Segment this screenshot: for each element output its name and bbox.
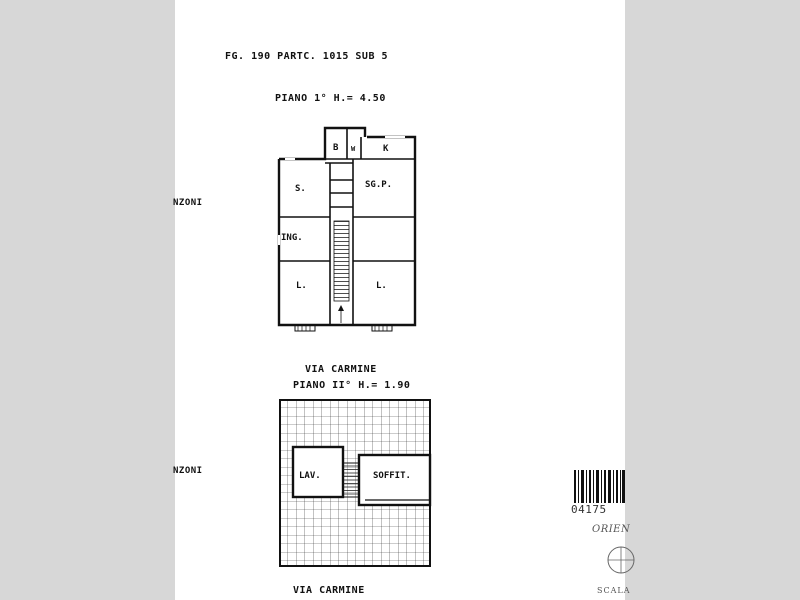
orientation-label: ORIEN <box>592 524 631 535</box>
room-label-room-left: L. <box>296 281 307 291</box>
floor1-side-street-label: NZONI <box>173 198 203 208</box>
floor1-plan <box>265 125 425 335</box>
floor2-title: PIANO II° H.= 1.90 <box>293 380 411 391</box>
floor1-title: PIANO 1° H.= 4.50 <box>275 93 386 104</box>
cadastral-reference: FG. 190 PARTC. 1015 SUB 5 <box>225 51 389 62</box>
room-label-living-dining: SG.P. <box>365 180 393 190</box>
stamp-code: 04175 <box>571 503 607 516</box>
room-label-entrance: ING. <box>281 233 303 243</box>
room-label-attic: SOFFIT. <box>373 471 411 481</box>
floor2-plan <box>279 399 431 567</box>
floor1-street-label: VIA CARMINE <box>305 364 377 375</box>
room-label-kitchen: K <box>383 144 389 154</box>
room-label-wc: W <box>351 145 356 153</box>
floor2-side-street-label: NZONI <box>173 466 203 476</box>
room-label-bedroom: S. <box>295 184 306 194</box>
room-label-room-right: L. <box>376 281 387 291</box>
compass-seal <box>607 538 637 578</box>
floor-plan-sheet <box>173 0 631 600</box>
barcode-image <box>574 470 625 503</box>
room-label-laundry: LAV. <box>299 471 321 481</box>
floor2-street-label: VIA CARMINE <box>293 585 365 596</box>
room-label-bath: B <box>333 143 339 153</box>
floor1-staircase <box>334 221 349 301</box>
scale-label: SCALA <box>597 586 631 595</box>
